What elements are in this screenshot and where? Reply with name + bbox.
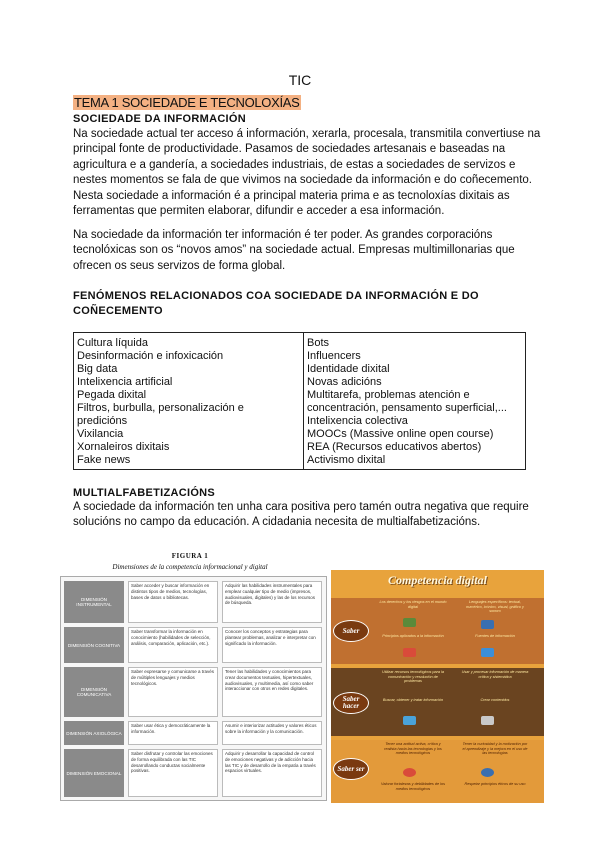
dimension-row — [64, 625, 322, 665]
table-row — [74, 333, 526, 470]
figure-table — [60, 576, 327, 801]
chapter-heading: TEMA 1 SOCIEDADE E TECNOLOXÍAS — [74, 95, 300, 110]
dimension-label: DIMENSIÓN AXIOLÓGICA — [64, 721, 124, 745]
list-item: REA (Recursos educativos abertos) — [307, 441, 482, 453]
dimension-label: DIMENSIÓN COGNITIVA — [64, 627, 124, 663]
list-item: Big data — [77, 363, 118, 375]
band-item: Fuentes de información — [475, 634, 515, 638]
dimension-detail: Adquirir y desarrollar la capacidad de control de emociones negativas y de adicción hacia las TIC y de desarrollo de la empatía a través espacios virtuales. — [222, 749, 322, 797]
text-line: Na sociedade actual ter acceso á información, xerarla, procesala, transmitila convertiuse na — [73, 128, 541, 140]
heading-line: FENÓMENOS RELACIONADOS COA SOCIEDADE DA INFORMACIÓN E DO — [73, 290, 479, 302]
dimension-detail: Tener las habilidades y conocimientos para crear documentos textuales, hipertextuales, audiovisuales, y multimedia, así como saber interaccionar con otros en redes digitales. — [222, 667, 322, 717]
list-item: Novas adicións — [307, 376, 382, 388]
text-line: A sociedade da información ten unha cara positiva pero tamén outra negativa que require — [73, 501, 529, 513]
list-item: Multitarefa, problemas atención e — [307, 389, 470, 401]
sources-icon — [481, 648, 494, 657]
list-item: Cultura líquida — [77, 337, 148, 349]
list-item: Desinformación e infoxicación — [77, 350, 224, 362]
list-item: Intelixencia colectiva — [307, 415, 408, 427]
dimension-description: Saber disfrutar y controlar las emociones de forma equilibrada con las TIC desarrollando conductas socialmente positivas. — [128, 749, 218, 797]
band-item: Buscar, obtener y tratar información — [382, 698, 444, 702]
text-line: nestes momentos se fala de que vivimos na sociedade da información e do coñecemento. — [73, 174, 532, 187]
section-heading-info-society: SOCIEDADE DA INFORMACIÓN — [73, 113, 247, 125]
figure-label: FIGURA 1 — [171, 552, 209, 560]
list-item: MOOCs (Massive online open course) — [307, 428, 494, 440]
band-item: Tener una actitud activa, crítica y realista hacia las tecnologías y los medios tecnológicos — [384, 742, 442, 756]
poster-band-saber — [331, 598, 544, 664]
band-item: Principios aplicados a la información — [382, 634, 444, 638]
document-title: TIC — [288, 72, 312, 88]
dimension-row — [64, 747, 322, 799]
text-line: Na sociedade da información ter información é ter poder. As grandes corporacións — [73, 229, 493, 241]
band-item: Respetar principios éticos de su uso — [464, 782, 526, 786]
create-content-icon — [481, 716, 494, 725]
band-item: Utilizar recursos tecnológicos para la comunicación y resolución de problemas — [381, 670, 445, 684]
band-badge: Saber ser — [333, 758, 369, 780]
dimension-label: DIMENSIÓN EMOCIONAL — [64, 749, 124, 797]
section-heading-multiliteracies: MULTIALFABETIZACIÓNS — [73, 487, 216, 499]
section-heading-phenomena — [73, 289, 479, 319]
figure-caption: Dimensiones de la competencia informacional y digital — [112, 563, 268, 571]
band-item: Tener la curiosidad y la motivación por el aprendizaje y la mejora en el uso de las tecnologías — [462, 742, 528, 756]
languages-icon — [481, 620, 494, 629]
motivation-icon — [481, 768, 494, 777]
dimension-detail: Adquirir las habilidades instrumentales para emplear cualquier tipo de medio (impresos, audiovisuales, digitales) y las de los recursos de búsqueda. — [222, 581, 322, 623]
dimension-row — [64, 719, 322, 747]
list-item: predicións — [77, 415, 128, 427]
poster-band-saber-hacer — [331, 668, 544, 736]
dimension-description: Saber acceder y buscar información en distintos tipos de medios, tecnologías, bases de datos o bibliotecas. — [128, 581, 218, 623]
band-item: Los derechos y los riesgos en el mundo digital — [379, 600, 447, 609]
poster-title: Competencia digital — [388, 573, 487, 587]
rights-icon — [403, 618, 416, 627]
list-item: Intelixencia artificial — [77, 376, 173, 388]
phenomena-right-column — [304, 333, 526, 470]
phenomena-table — [73, 332, 526, 470]
text-line: ferramentas que permiten elaborar, difundir e acceder a esa información. — [73, 205, 445, 218]
dimension-description: Saber expresarse y comunicarse a través de múltiples lenguajes y medios tecnológicos. — [128, 667, 218, 717]
list-item: Pegada dixital — [77, 389, 147, 401]
dimension-detail: Conocer los conceptos y estrategias para plantear problemas, analizar e interpretar con significado la información. — [222, 627, 322, 663]
dimension-description: Saber transformar la información en conocimiento (habilidades de selección, análisis, comparación, aplicación, etc.). — [128, 627, 218, 663]
dimension-row — [64, 665, 322, 719]
band-item: Crear contenidos — [480, 698, 510, 702]
text-line: principal fonte de productividade. Pasamos de sociedades artesanais e baseadas na — [73, 143, 506, 156]
band-item: Lenguajes específicos: textual, numérico, icónico, visual, gráfico y sonoro — [466, 600, 524, 614]
list-item: concentración, pensamento superficial,... — [307, 402, 507, 414]
dimension-label: DIMENSIÓN COMUNICATIVA — [64, 667, 124, 717]
band-badge: Saber hacer — [333, 692, 369, 714]
principles-icon — [403, 648, 416, 657]
paragraph-multiliteracies — [73, 500, 533, 531]
list-item: Vixilancia — [77, 428, 124, 440]
dimension-row — [64, 579, 322, 625]
dimension-detail: Asumir e interiorizar actitudes y valores éticos sobre la información y la comunicación. — [222, 721, 322, 745]
text-line: tecnolóxicas son os “novos amos” na sociedade actual. Empresas multimillonarias que — [73, 244, 515, 257]
band-item: Usar y procesar información de manera crítica y sistemática — [461, 670, 529, 679]
dimension-description: Saber usar ética y democráticamente la información. — [128, 721, 218, 745]
list-item: Bots — [307, 337, 330, 349]
list-item: Filtros, burbulla, personalización e — [77, 402, 244, 414]
paragraph-info-society-1 — [73, 127, 541, 219]
figure-competence-dimensions — [55, 548, 325, 803]
text-line: Nesta sociedade a información é a principal materia prima e as tecnoloxías dixitais as — [73, 189, 510, 202]
heading-line: COÑECEMENTO — [73, 305, 163, 317]
list-item: Xornaleiros dixitais — [77, 441, 170, 453]
list-item: Influencers — [307, 350, 361, 362]
list-item: Identidade dixital — [307, 363, 390, 375]
phenomena-left-column — [74, 333, 304, 470]
band-badge: Saber — [333, 620, 369, 642]
text-line: agricultura e a gandería, a sociedades industriais, de estas a sociedades de servizos e — [73, 158, 516, 171]
band-item: Valorar fortalezas y debilidades de los medios tecnológicos — [380, 782, 446, 791]
list-item: Fake news — [77, 454, 131, 466]
paragraph-info-society-2 — [73, 228, 533, 274]
poster-band-saber-ser — [331, 740, 544, 803]
attitude-icon — [403, 768, 416, 777]
text-line: ofrecen os seus servizos de forma global. — [73, 259, 286, 272]
list-item: Activismo dixital — [307, 454, 386, 466]
search-info-icon — [403, 716, 416, 725]
competencia-digital-poster — [331, 570, 544, 803]
dimension-label: DIMENSIÓN INSTRUMENTAL — [64, 581, 124, 623]
text-line: solucións no campo da educación. A cidadania necesita de multialfabetizacións. — [73, 516, 481, 529]
